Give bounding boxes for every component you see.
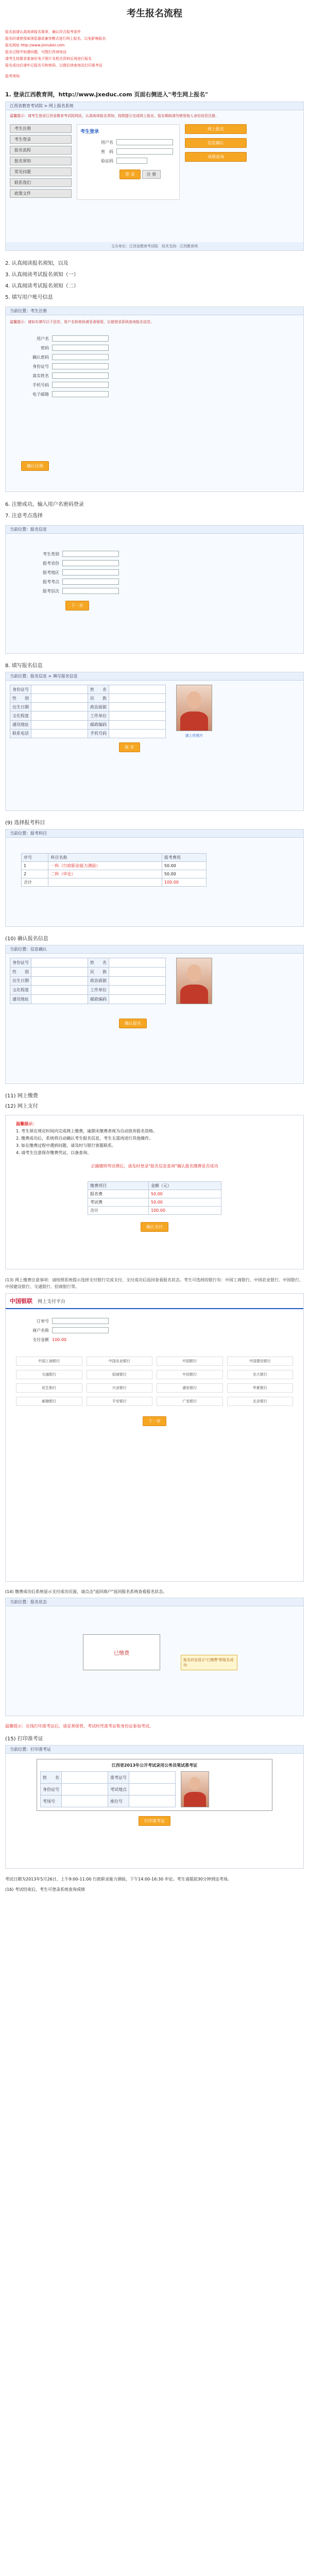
field-label: 文化程度 [10, 711, 31, 720]
field-label: 商户名称 [32, 1328, 49, 1333]
field-value[interactable] [31, 711, 88, 720]
field-label: 电子邮箱 [32, 392, 49, 397]
field-label: 考生类别 [43, 551, 59, 556]
confirm-button[interactable]: 确认报名 [119, 1019, 147, 1028]
final-note: 考试日期为2013年5月26日，上午9:00-11:00 行政职业能力测验，下午14:00-16:30 申论。考生请提前30分钟到达考场。 [5, 1877, 232, 1882]
step-heading: (11) 网上缴费 [5, 1093, 38, 1099]
admission-panel [5, 1745, 304, 1869]
panel-bar: 当前位置：报名信息 > 填写报名信息 [6, 672, 303, 681]
bank-option[interactable]: 中国银行 [157, 1357, 223, 1366]
order-field [52, 1318, 109, 1324]
ticket-table [40, 1771, 176, 1807]
step-heading: 8. 填写报名信息 [5, 663, 43, 669]
field-label: 出生日期 [10, 976, 31, 986]
register-button[interactable]: 注 册 [142, 170, 161, 179]
username-field[interactable] [52, 335, 109, 342]
applicant-photo [181, 1771, 209, 1807]
note-item: 报名过程中如遇问题，可拨打咨询电话 [5, 50, 66, 54]
table-header: 序号 [22, 854, 48, 862]
field-value[interactable] [31, 703, 88, 711]
field-label: 密 码 [101, 149, 113, 154]
field-label: 报考考点 [43, 579, 59, 584]
table-cell: 合计 [88, 1207, 149, 1215]
field-label: 姓 名 [41, 1772, 62, 1784]
panel-bar: 江西省教育考试院 > 网上报名系统 [6, 102, 303, 110]
tip-text: 温馨提示：请如实填写以下信息，用户名和密码请妥善保管，以便登录系统查询报名信息。 [10, 320, 154, 324]
final-step: (16) 考试结束后，考生可登录系统查询成绩 [5, 1887, 85, 1892]
bank-grid [6, 1351, 303, 1411]
menu-item[interactable]: 考生注册 [10, 124, 72, 133]
menu-item[interactable]: 常见问题 [10, 167, 72, 176]
confirm-panel [5, 945, 304, 1084]
field-label: 订单号 [37, 1318, 49, 1324]
username-input[interactable] [116, 139, 173, 145]
field-label: 性 别 [10, 967, 31, 976]
field-value[interactable] [109, 685, 166, 694]
merchant-field [52, 1327, 109, 1333]
table-cell: 二科（申论） [48, 870, 162, 878]
bank-option[interactable]: 招商银行 [87, 1370, 153, 1379]
confirm-password-field[interactable] [52, 354, 109, 360]
pay-note: (13) 网上缴费注意事项：请按照系统提示选择支付银行完成支付，支付成功后返回查看报名状态。考生可选择的银行有：中国工商银行、中国农业银行、中国银行、中国建设银行、交通银行、招商银行等。 [5, 1278, 303, 1289]
ticket-title: 江西省2013年公开考试录用公务员笔试准考证 [111, 1763, 198, 1768]
field-value[interactable] [109, 694, 166, 703]
field-value[interactable] [31, 729, 88, 738]
field-label: 考场号 [41, 1795, 62, 1807]
field-label: 邮政编码 [88, 720, 109, 729]
table-cell: 50.00 [162, 862, 206, 870]
bank-option[interactable]: 邮储银行 [16, 1397, 82, 1406]
score-query-button[interactable]: 成绩查询 [185, 152, 247, 162]
total-value: 100.00 [162, 878, 206, 887]
bank-option[interactable]: 华夏银行 [227, 1383, 294, 1393]
reg-info-panel [5, 672, 304, 811]
warning-text: 温馨提示：在线打印准考证后，请妥善保管，考试时凭准考证和身份证参加考试。 [5, 1724, 153, 1728]
note-item: 报名成功后请牢记报名号和密码，以便后续查询及打印准考证 [5, 63, 102, 67]
panel-bar: 当前位置：报名信息 [6, 526, 303, 534]
panel-bar: 当前位置：报考科目 [6, 829, 303, 838]
field-value[interactable] [31, 694, 88, 703]
bank-option[interactable]: 中信银行 [157, 1370, 223, 1379]
bank-option[interactable]: 广发银行 [157, 1397, 223, 1406]
table-cell: 50.00 [148, 1198, 221, 1207]
menu-item[interactable]: 报名流程 [10, 146, 72, 155]
field-label: 真实姓名 [32, 373, 49, 378]
bank-option[interactable]: 浦发银行 [157, 1383, 223, 1393]
note-item: 报考须知 [5, 74, 20, 78]
field-value[interactable] [109, 720, 166, 729]
bank-option[interactable]: 平安银行 [87, 1397, 153, 1406]
field-label: 民 族 [88, 967, 109, 976]
subjects-panel [5, 829, 304, 927]
payment-panel [5, 1115, 304, 1269]
bank-panel [5, 1293, 304, 1582]
password-field[interactable] [52, 345, 109, 351]
field-value[interactable] [109, 711, 166, 720]
field-label: 政治面貌 [88, 976, 109, 986]
table-cell: 50.00 [148, 1190, 221, 1198]
field-label: 通讯地址 [10, 720, 31, 729]
bank-next-button[interactable]: 下一步 [143, 1416, 166, 1426]
table-cell: 一科（行政职业能力测验） [48, 862, 162, 870]
province-select[interactable] [62, 560, 119, 566]
applicant-photo [176, 685, 212, 731]
field-label: 手机号码 [88, 729, 109, 738]
note-item: 报名网址 http://www.jinnubei.com [5, 43, 65, 47]
step-heading: 7. 注意考点选择 [5, 513, 43, 519]
bank-option[interactable]: 兴业银行 [87, 1383, 153, 1393]
id-number-field[interactable] [52, 363, 109, 369]
notice-line: 1. 考生须在规定时间内完成网上缴费，逾期未缴费者视为自动放弃报名资格。 [16, 1129, 158, 1133]
field-label: 性 别 [10, 694, 31, 703]
menu-item[interactable]: 联系我们 [10, 178, 72, 187]
field-label: 出生日期 [10, 703, 31, 711]
field-label: 联系电话 [10, 729, 31, 738]
field-label: 手机号码 [32, 382, 49, 387]
table-cell: 50.00 [162, 870, 206, 878]
menu-item[interactable]: 政策文件 [10, 189, 72, 198]
field-label: 工作单位 [88, 711, 109, 720]
field-label: 身份证号 [32, 364, 49, 369]
table-header: 缴费项目 [88, 1182, 149, 1190]
pay-button[interactable]: 确认支付 [141, 1222, 168, 1232]
site-select[interactable] [62, 579, 119, 585]
step-heading: 2. 认真阅读报名须知，以及 [5, 261, 68, 266]
unionpay-logo: 中国银联 [10, 1298, 32, 1304]
subjects-table [21, 853, 207, 887]
field-label: 准考证号 [108, 1772, 129, 1784]
table-cell: 报名费 [88, 1190, 149, 1198]
right-buttons [185, 124, 247, 200]
notice-text: 温馨提示：请考生登录江西省教育考试院网站，认真阅读报名须知，按照提示完成网上报名。报名期间请勿使用他人身份信息注册。 [10, 114, 219, 118]
field-label: 用户名 [37, 336, 49, 341]
panel-bar: 当前位置：打印准考证 [6, 1745, 303, 1754]
notes-list [5, 29, 309, 80]
amount-value: 100.00 [52, 1337, 66, 1342]
table-header: 报考费用 [162, 854, 206, 862]
bank-option[interactable]: 民生银行 [16, 1383, 82, 1393]
step-heading: (9) 选择报考科目 [5, 820, 45, 826]
step-heading: 3. 认真阅读考试报名须知（一） [5, 272, 79, 278]
exam-site-panel [5, 525, 304, 654]
field-label: 姓 名 [88, 958, 109, 968]
status-callout: 报名状态显示"已缴费"即报名成功 [181, 1655, 237, 1670]
table-row[interactable] [22, 870, 207, 878]
online-register-button[interactable]: 网上报名 [185, 124, 247, 134]
category-select[interactable] [62, 551, 119, 557]
field-label: 姓 名 [88, 685, 109, 694]
notice-line: 4. 请考生注意保存缴费凭证，以备查询。 [16, 1150, 92, 1155]
bank-option[interactable]: 北京银行 [227, 1397, 294, 1406]
portal-footer: 主办单位：江西省教育考试院 技术支持：江西教育网 [6, 242, 303, 250]
table-cell: 1 [22, 862, 48, 870]
table-cell: 100.00 [148, 1207, 221, 1215]
bank-title: 网上支付平台 [38, 1299, 66, 1304]
field-label: 座位号 [108, 1795, 129, 1807]
phone-field[interactable] [52, 382, 109, 388]
field-value[interactable] [31, 720, 88, 729]
field-label: 密码 [41, 345, 49, 350]
notice-title: 温馨提示： [16, 1122, 37, 1126]
login-button[interactable]: 登 录 [119, 170, 141, 179]
confirm-register-button[interactable]: 确认注册 [21, 461, 49, 471]
page-title: 考生报名流程 [127, 8, 182, 19]
left-menu [10, 124, 72, 200]
step-heading: (15) 打印准考证 [5, 1736, 43, 1742]
table-cell: 2 [22, 870, 48, 878]
notice-line: 2. 缴费成功后，系统将自动确认考生报名信息，考生无需再进行其他操作。 [16, 1136, 153, 1141]
save-button[interactable]: 保 存 [119, 742, 140, 752]
total-label: 合计 [22, 878, 48, 887]
password-input[interactable] [116, 148, 173, 155]
confirm-table [10, 958, 166, 1004]
status-box: 已缴费 [83, 1634, 160, 1670]
print-button[interactable]: 打印准考证 [139, 1816, 170, 1826]
bank-option[interactable]: 中国工商银行 [16, 1357, 82, 1366]
field-label: 文化程度 [10, 986, 31, 995]
login-title: 考生登录 [80, 129, 99, 134]
step-heading: (10) 确认报名信息 [5, 936, 48, 942]
field-value[interactable] [31, 685, 88, 694]
step-heading: 4. 认真阅读考试报名须知（二） [5, 283, 79, 289]
field-label: 邮政编码 [88, 995, 109, 1004]
field-label: 考试地点 [108, 1784, 129, 1795]
field-label: 工作单位 [88, 986, 109, 995]
captcha-input[interactable] [116, 158, 147, 164]
field-label: 支付金额 [32, 1337, 49, 1342]
info-confirm-button[interactable]: 信息确认 [185, 138, 247, 148]
step-heading: (12) 网上支付 [5, 1104, 38, 1109]
bank-option[interactable]: 中国建设银行 [227, 1357, 294, 1366]
field-label: 用户名 [101, 140, 113, 145]
field-label: 报考省份 [43, 561, 59, 566]
fee-table [88, 1181, 221, 1215]
email-field[interactable] [52, 391, 109, 397]
table-row[interactable] [22, 862, 207, 870]
login-box [77, 124, 180, 200]
notice-line: 3. 如在缴费过程中遇到问题，请及时与银行客服联系。 [16, 1143, 116, 1148]
field-label: 民 族 [88, 694, 109, 703]
menu-item[interactable]: 报名须知 [10, 157, 72, 165]
note-item: 报名时请使用IE浏览器或兼容模式进行网上报名，以免影响报名 [5, 37, 106, 41]
table-header: 科目名称 [48, 854, 162, 862]
table-header: 金额（元） [148, 1182, 221, 1190]
level-select[interactable] [62, 588, 119, 594]
field-label: 通讯地址 [10, 995, 31, 1004]
step-heading: 5. 填写用户账号信息 [5, 295, 53, 300]
field-label: 确认密码 [32, 354, 49, 360]
photo-caption[interactable]: 请上传照片 [185, 734, 203, 738]
field-value[interactable] [109, 703, 166, 711]
status-panel [5, 1598, 304, 1716]
panel-bar: 当前位置：考生注册 [6, 307, 303, 315]
bank-option[interactable]: 光大银行 [227, 1370, 294, 1379]
step-note: (14) 缴费成功后系统显示支付成功页面，请点击"返回商户"返回报名系统查看报名状态。 [5, 1589, 167, 1594]
register-panel [5, 307, 304, 492]
table-cell: 考试费 [88, 1198, 149, 1207]
field-label: 身份证号 [10, 958, 31, 968]
note-item: 报名前请认真阅读报名简章，确认符合报考条件 [5, 30, 81, 34]
next-button[interactable]: 下一步 [65, 601, 89, 611]
step-heading: 6. 注册成功，输入用户名密码登录 [5, 502, 84, 507]
region-select[interactable] [62, 569, 119, 575]
bank-option[interactable]: 交通银行 [16, 1370, 82, 1379]
reg-info-table [10, 685, 166, 738]
portal-panel [5, 101, 304, 251]
notice-warning: 正确缴纳考试费后，请及时登录"报名信息查询"确认报名缴费是否成功 [91, 1164, 218, 1168]
panel-bar: 当前位置：报名状态 [6, 1598, 303, 1606]
panel-bar: 当前位置：信息确认 [6, 945, 303, 954]
step-heading: 1. 登录江西教育网，http://www.jxeduc.com 页面右侧进入"考生网上报名" [5, 91, 208, 98]
field-label: 政治面貌 [88, 703, 109, 711]
real-name-field[interactable] [52, 372, 109, 379]
note-item: 请考生按要求准备好电子照片及相关资料后再进行报名 [5, 57, 92, 61]
field-label: 身份证号 [41, 1784, 62, 1795]
field-value[interactable] [109, 729, 166, 738]
applicant-photo [176, 958, 212, 1004]
field-label: 验证码 [101, 158, 113, 163]
field-label: 报考层次 [43, 588, 59, 594]
field-label: 身份证号 [10, 685, 31, 694]
menu-item[interactable]: 考生登录 [10, 135, 72, 144]
bank-option[interactable]: 中国农业银行 [87, 1357, 153, 1366]
field-label: 报考地区 [43, 570, 59, 575]
